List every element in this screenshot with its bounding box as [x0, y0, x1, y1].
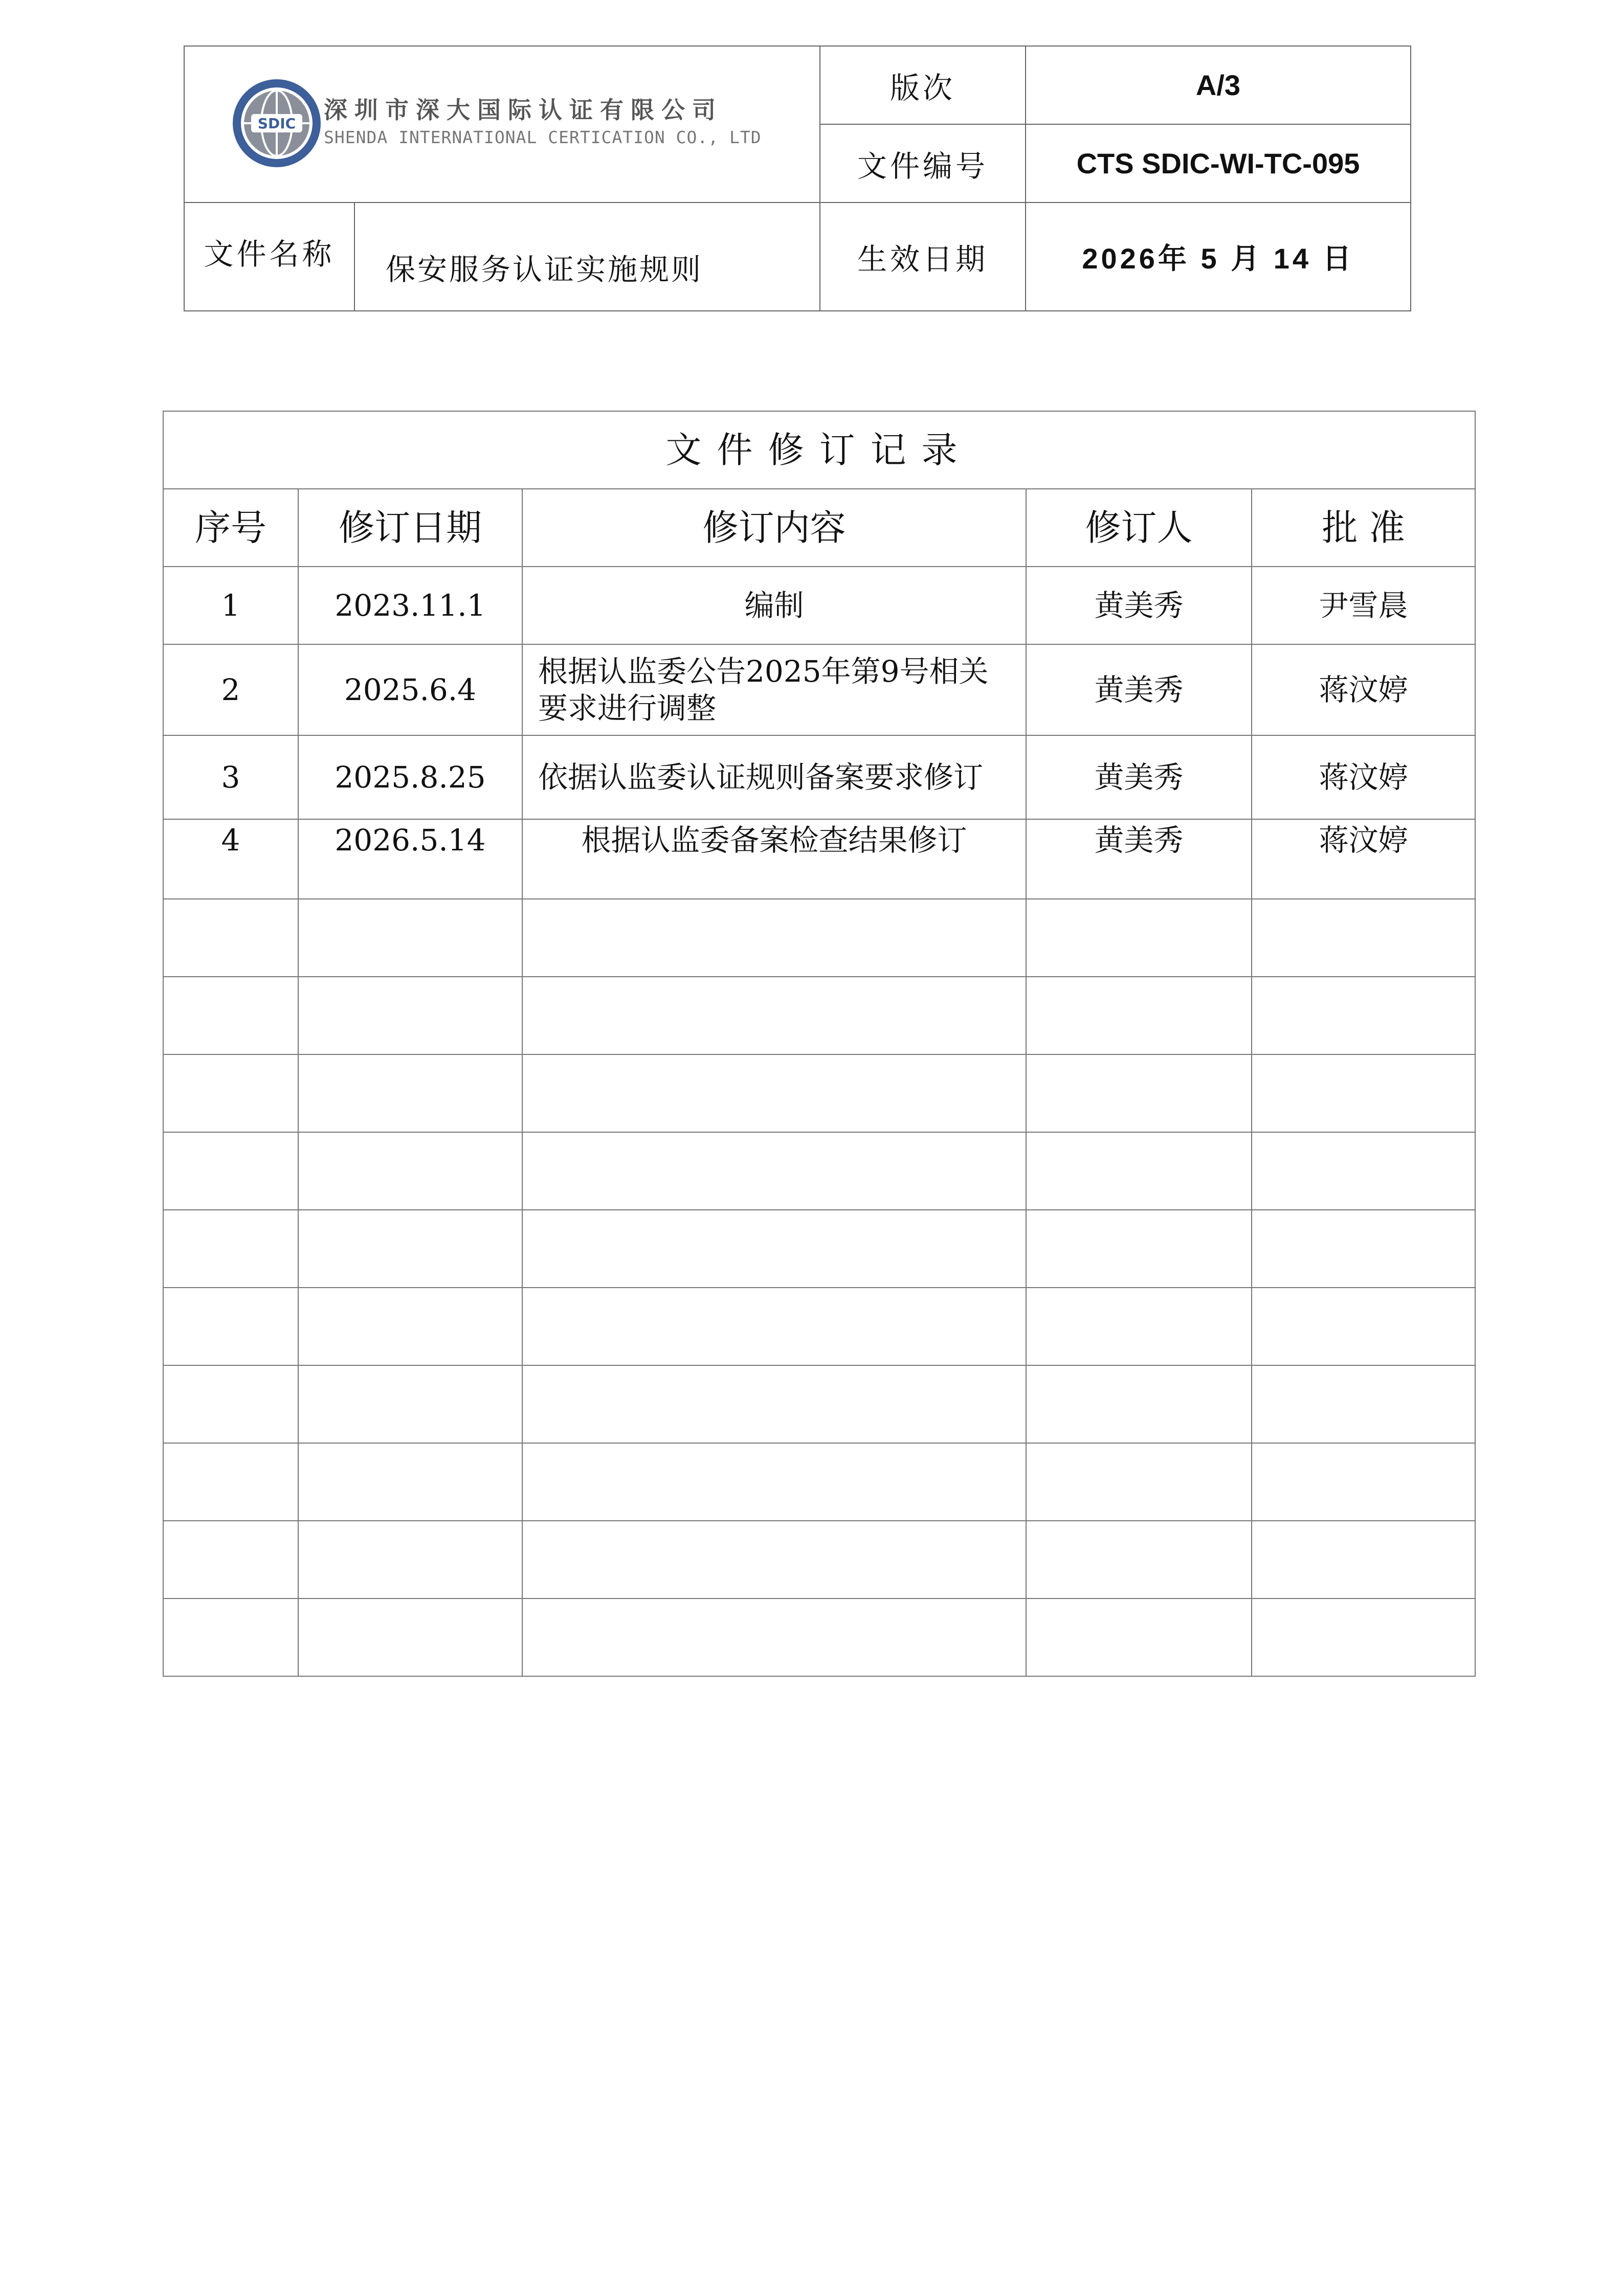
- empty-cell: [163, 1288, 298, 1365]
- empty-cell: [163, 1365, 298, 1443]
- empty-cell: [298, 1599, 522, 1676]
- revision-header-row: [163, 489, 1475, 567]
- empty-cell: [1026, 1132, 1252, 1210]
- empty-cell: [522, 1365, 1026, 1443]
- row-content: 依据认监委认证规则备案要求修订: [522, 735, 1026, 819]
- row-approver: 蒋汶婷: [1252, 735, 1475, 819]
- empty-cell: [1026, 1443, 1252, 1521]
- row-reviser: 黄美秀: [1026, 735, 1252, 819]
- table-row: [163, 644, 1475, 735]
- row-date: 2023.11.1: [298, 567, 522, 644]
- empty-table-row: [163, 1521, 1475, 1599]
- doc-name-label: 文件名称: [184, 202, 354, 311]
- doc-number-value: CTS SDIC-WI-TC-095: [1026, 124, 1411, 202]
- empty-cell: [522, 1132, 1026, 1210]
- revision-record-title-row: [163, 411, 1475, 489]
- row-date: 2025.8.25: [298, 735, 522, 819]
- row-no: 3: [163, 735, 298, 819]
- empty-table-row: [163, 977, 1475, 1054]
- empty-table-row: [163, 1054, 1475, 1132]
- empty-cell: [1026, 1365, 1252, 1443]
- empty-cell: [522, 1054, 1026, 1132]
- document-header-table: [184, 46, 1411, 311]
- empty-cell: [1252, 1288, 1475, 1365]
- empty-cell: [298, 899, 522, 977]
- col-header-date: 修订日期: [298, 489, 522, 567]
- effective-date-label: 生效日期: [820, 202, 1026, 311]
- empty-cell: [1252, 899, 1475, 977]
- empty-cell: [298, 1443, 522, 1521]
- company-name-cn: 深圳市深大国际认证有限公司: [324, 96, 723, 124]
- row-no: 4: [163, 819, 298, 899]
- table-row: [163, 819, 1475, 899]
- row-no: 1: [163, 567, 298, 644]
- empty-cell: [298, 1521, 522, 1599]
- col-header-no: 序号: [163, 489, 298, 567]
- version-value: A/3: [1026, 46, 1411, 124]
- empty-table-row: [163, 899, 1475, 977]
- row-content: 根据认监委公告2025年第9号相关要求进行调整: [522, 644, 1026, 735]
- row-date: 2026.5.14: [298, 819, 522, 899]
- row-no: 2: [163, 644, 298, 735]
- row-reviser: 黄美秀: [1026, 819, 1252, 899]
- col-header-reviser: 修订人: [1026, 489, 1252, 567]
- empty-cell: [1252, 1132, 1475, 1210]
- empty-cell: [1252, 1365, 1475, 1443]
- row-approver: 尹雪晨: [1252, 567, 1475, 644]
- empty-cell: [1252, 1599, 1475, 1676]
- col-header-content: 修订内容: [522, 489, 1026, 567]
- empty-cell: [1026, 1288, 1252, 1365]
- doc-number-label: 文件编号: [820, 124, 1026, 202]
- row-approver: 蒋汶婷: [1252, 644, 1475, 735]
- empty-cell: [1026, 1521, 1252, 1599]
- empty-cell: [1026, 1599, 1252, 1676]
- empty-table-row: [163, 1365, 1475, 1443]
- effective-date-value: 2026年 5 月 14 日: [1026, 202, 1411, 311]
- empty-cell: [1026, 899, 1252, 977]
- table-row: [163, 735, 1475, 819]
- empty-cell: [522, 1521, 1026, 1599]
- empty-cell: [163, 1443, 298, 1521]
- empty-cell: [522, 1599, 1026, 1676]
- empty-table-row: [163, 1210, 1475, 1288]
- doc-name-value: 保安服务认证实施规则: [354, 202, 820, 311]
- revision-record-title: 文件修订记录: [163, 411, 1475, 489]
- empty-cell: [1026, 1054, 1252, 1132]
- row-approver: 蒋汶婷: [1252, 819, 1475, 899]
- empty-cell: [298, 1054, 522, 1132]
- row-content: 根据认监委备案检查结果修订: [522, 819, 1026, 899]
- empty-cell: [298, 1288, 522, 1365]
- empty-cell: [163, 1521, 298, 1599]
- empty-cell: [522, 977, 1026, 1054]
- empty-cell: [163, 1210, 298, 1288]
- empty-cell: [1026, 977, 1252, 1054]
- row-reviser: 黄美秀: [1026, 567, 1252, 644]
- company-name-en: SHENDA INTERNATIONAL CERTICATION CO., LTD: [324, 127, 762, 147]
- empty-table-row: [163, 1132, 1475, 1210]
- company-seal-logo: [231, 77, 323, 169]
- empty-cell: [163, 1054, 298, 1132]
- empty-cell: [298, 1210, 522, 1288]
- empty-cell: [298, 1132, 522, 1210]
- empty-cell: [522, 1288, 1026, 1365]
- empty-cell: [522, 899, 1026, 977]
- empty-cell: [1252, 1521, 1475, 1599]
- col-header-approver: 批 准: [1252, 489, 1475, 567]
- empty-cell: [1252, 1443, 1475, 1521]
- table-row: [163, 567, 1475, 644]
- empty-cell: [298, 977, 522, 1054]
- empty-cell: [163, 1599, 298, 1676]
- empty-cell: [298, 1365, 522, 1443]
- empty-cell: [163, 899, 298, 977]
- version-label: 版次: [820, 46, 1026, 124]
- empty-cell: [1252, 977, 1475, 1054]
- empty-cell: [1252, 1054, 1475, 1132]
- empty-cell: [1252, 1210, 1475, 1288]
- empty-cell: [522, 1210, 1026, 1288]
- empty-cell: [163, 1132, 298, 1210]
- empty-table-row: [163, 1599, 1475, 1676]
- empty-cell: [1026, 1210, 1252, 1288]
- empty-cell: [522, 1443, 1026, 1521]
- empty-cell: [163, 977, 298, 1054]
- row-date: 2025.6.4: [298, 644, 522, 735]
- row-reviser: 黄美秀: [1026, 644, 1252, 735]
- svg-text:SDIC: SDIC: [257, 115, 296, 132]
- empty-table-row: [163, 1443, 1475, 1521]
- row-content: 编制: [522, 567, 1026, 644]
- revision-record-table: [163, 411, 1476, 1677]
- company-logo-block: [184, 46, 820, 202]
- empty-table-row: [163, 1288, 1475, 1365]
